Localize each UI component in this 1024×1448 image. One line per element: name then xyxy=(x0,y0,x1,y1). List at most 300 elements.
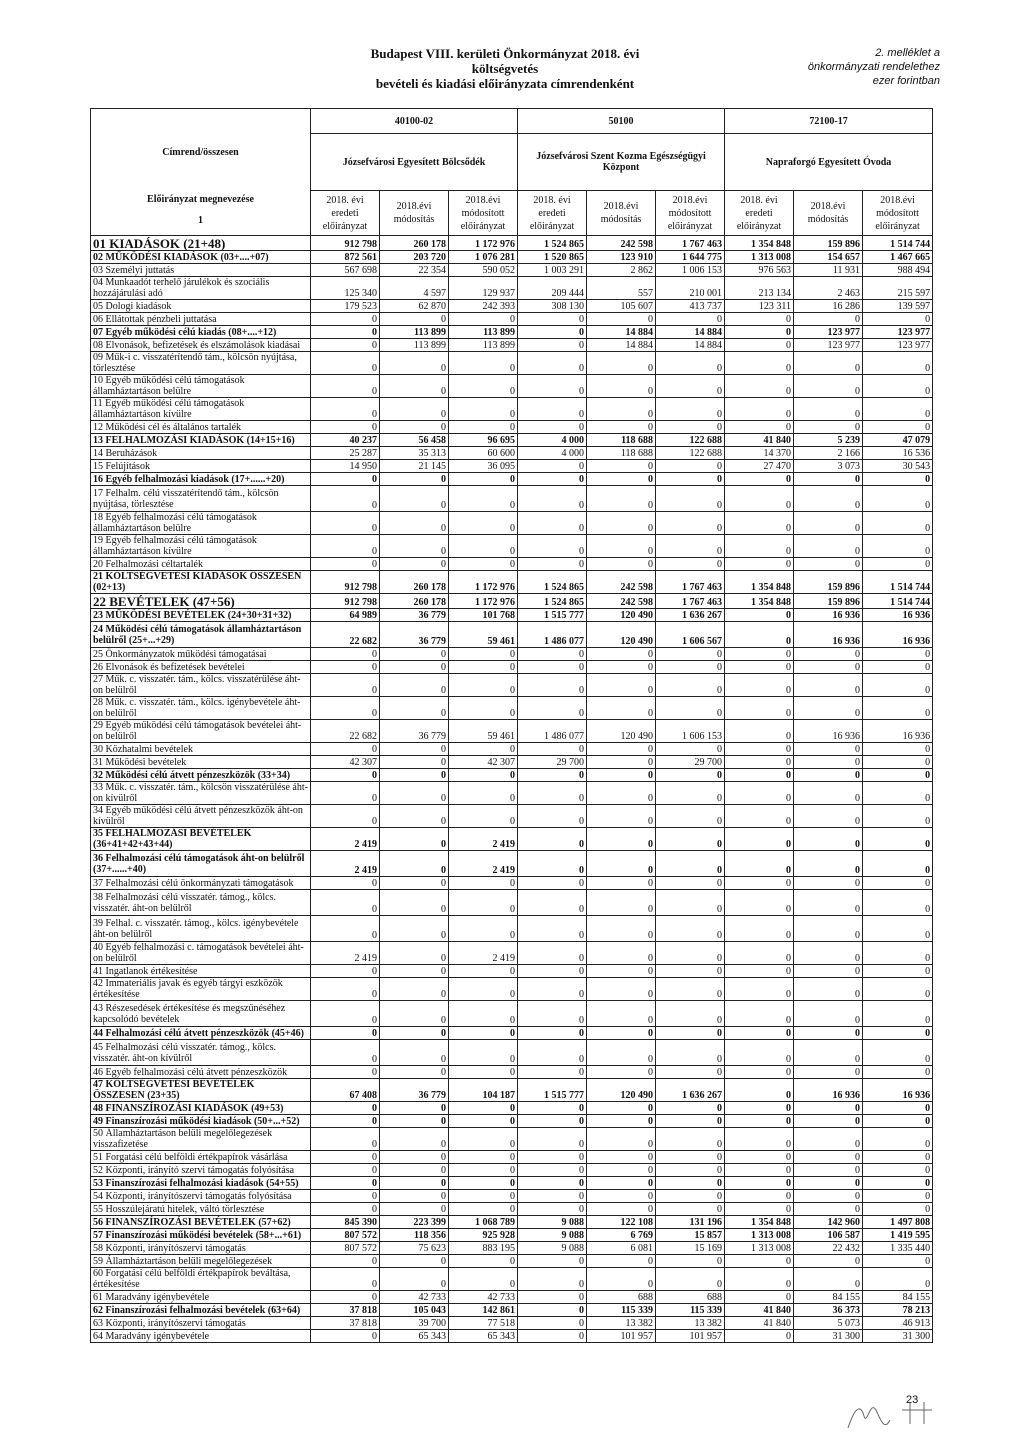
value-cell: 0 xyxy=(725,890,794,916)
value-cell: 0 xyxy=(587,978,656,1001)
row-label: 02 MŰKÖDÉSI KIADÁSOK (03+....+07) xyxy=(91,251,311,264)
value-cell: 47 079 xyxy=(863,434,933,447)
table-row xyxy=(91,326,933,339)
row-label: 60 Forgatási célú belföldi értékpapírok beváltása, értékesítése xyxy=(91,1268,311,1291)
value-cell: 0 xyxy=(587,1190,656,1203)
subheader-line: előirányzat xyxy=(460,220,506,232)
table-row xyxy=(91,277,933,300)
value-cell: 0 xyxy=(725,326,794,339)
value-cell: 36 095 xyxy=(449,460,518,473)
table-row xyxy=(91,756,933,769)
value-cell: 0 xyxy=(587,877,656,890)
row-label: 03 Személyi juttatás xyxy=(91,264,311,277)
table-row xyxy=(91,300,933,313)
value-cell: 0 xyxy=(587,1164,656,1177)
value-cell: 0 xyxy=(794,313,863,326)
value-cell: 0 xyxy=(794,1001,863,1027)
value-cell: 0 xyxy=(518,1102,587,1115)
value-cell: 29 700 xyxy=(656,756,725,769)
row-label: 13 FELHALMOZÁSI KIADÁSOK (14+15+16) xyxy=(91,434,311,447)
table-body xyxy=(91,236,933,1343)
row-label: 39 Felhal. c. visszatér. támog., kölcs. igénybevétele áht-on belülről xyxy=(91,916,311,942)
row-label: 55 Hosszúlejáratú hitelek, váltó törlesztése xyxy=(91,1203,311,1216)
value-cell: 0 xyxy=(863,697,933,720)
value-cell: 0 xyxy=(656,558,725,571)
table-row xyxy=(91,1128,933,1151)
value-cell: 0 xyxy=(587,674,656,697)
value-cell: 0 xyxy=(311,805,380,828)
value-cell: 0 xyxy=(380,769,449,782)
value-cell: 0 xyxy=(863,1102,933,1115)
value-cell: 0 xyxy=(656,1001,725,1027)
value-cell: 2 463 xyxy=(794,277,863,300)
value-cell: 0 xyxy=(725,1330,794,1343)
value-cell: 0 xyxy=(794,890,863,916)
column-subheader xyxy=(587,191,656,236)
row-label: 51 Forgatási célú belföldi értékpapírok vásárlása xyxy=(91,1151,311,1164)
value-cell: 2 166 xyxy=(794,447,863,460)
document-title xyxy=(340,46,670,91)
value-cell: 0 xyxy=(449,1128,518,1151)
value-cell: 0 xyxy=(449,1066,518,1079)
value-cell: 1 767 463 xyxy=(656,594,725,609)
value-cell: 0 xyxy=(863,352,933,375)
value-cell: 0 xyxy=(794,1066,863,1079)
table-row xyxy=(91,1115,933,1128)
value-cell: 0 xyxy=(587,1066,656,1079)
value-cell: 0 xyxy=(311,313,380,326)
value-cell: 0 xyxy=(863,978,933,1001)
value-cell: 0 xyxy=(449,661,518,674)
table-row xyxy=(91,1317,933,1330)
value-cell: 0 xyxy=(863,558,933,571)
row-label: 21 KÖLTSÉGVETÉSI KIADÁSOK ÖSSZESEN (02+13) xyxy=(91,571,311,594)
value-cell: 36 779 xyxy=(380,720,449,743)
value-cell: 0 xyxy=(725,1128,794,1151)
value-cell: 0 xyxy=(656,486,725,512)
value-cell: 0 xyxy=(725,743,794,756)
value-cell: 0 xyxy=(449,375,518,398)
value-cell: 0 xyxy=(794,512,863,535)
value-cell: 105 043 xyxy=(380,1304,449,1317)
value-cell: 120 490 xyxy=(587,622,656,648)
value-cell: 41 840 xyxy=(725,434,794,447)
value-cell: 0 xyxy=(725,1102,794,1115)
value-cell: 0 xyxy=(794,851,863,877)
value-cell: 0 xyxy=(656,674,725,697)
value-cell: 0 xyxy=(311,916,380,942)
value-cell: 41 840 xyxy=(725,1317,794,1330)
row-label: 57 Finanszírozási működési bevételek (58+...+61) xyxy=(91,1229,311,1242)
value-cell: 0 xyxy=(518,942,587,965)
value-cell: 0 xyxy=(518,512,587,535)
row-label: 20 Felhalmozási céltartalék xyxy=(91,558,311,571)
value-cell: 0 xyxy=(587,916,656,942)
value-cell: 84 155 xyxy=(863,1291,933,1304)
value-cell: 0 xyxy=(725,697,794,720)
value-cell: 0 xyxy=(311,512,380,535)
value-cell: 1 486 077 xyxy=(518,622,587,648)
value-cell: 0 xyxy=(725,512,794,535)
row-header-title: Címrend/összesen xyxy=(162,147,239,158)
value-cell: 0 xyxy=(794,877,863,890)
value-cell: 64 989 xyxy=(311,609,380,622)
value-cell: 0 xyxy=(380,743,449,756)
value-cell: 37 818 xyxy=(311,1317,380,1330)
row-label: 44 Felhalmozási célú átvett pénzeszközök (45+46) xyxy=(91,1027,311,1040)
row-label: 14 Beruházások xyxy=(91,447,311,460)
table-row xyxy=(91,609,933,622)
value-cell: 27 470 xyxy=(725,460,794,473)
value-cell: 5 073 xyxy=(794,1317,863,1330)
value-cell: 0 xyxy=(449,890,518,916)
value-cell: 115 339 xyxy=(656,1304,725,1317)
value-cell: 0 xyxy=(449,1115,518,1128)
value-cell: 0 xyxy=(656,1268,725,1291)
value-cell: 142 861 xyxy=(449,1304,518,1317)
value-cell: 1 514 744 xyxy=(863,571,933,594)
value-cell: 62 870 xyxy=(380,300,449,313)
value-cell: 0 xyxy=(518,890,587,916)
table-row xyxy=(91,661,933,674)
column-subheader xyxy=(518,191,587,236)
value-cell: 0 xyxy=(449,978,518,1001)
value-cell: 16 936 xyxy=(863,720,933,743)
row-label: 08 Elvonások, befizetések és elszámolások kiadásai xyxy=(91,339,311,352)
value-cell: 0 xyxy=(380,1268,449,1291)
value-cell: 0 xyxy=(863,743,933,756)
column-subheader xyxy=(794,191,863,236)
value-cell: 0 xyxy=(587,1151,656,1164)
value-cell: 1 606 153 xyxy=(656,720,725,743)
value-cell: 122 688 xyxy=(656,434,725,447)
value-cell: 0 xyxy=(725,1268,794,1291)
value-cell: 0 xyxy=(656,890,725,916)
row-label: 24 Működési célú támogatások államháztartáson belülről (25+...+29) xyxy=(91,622,311,648)
value-cell: 0 xyxy=(587,828,656,851)
value-cell: 0 xyxy=(794,942,863,965)
row-label: 52 Központi, irányító szervi támogatás folyósítása xyxy=(91,1164,311,1177)
table-row xyxy=(91,1164,933,1177)
row-label: 33 Műk. c. visszatér. tám., kölcsön visszatérülése áht-on kívülről xyxy=(91,782,311,805)
value-cell: 0 xyxy=(518,535,587,558)
value-cell: 0 xyxy=(656,851,725,877)
title-line-2: bevételi és kiadási előirányzata címrendenként xyxy=(375,76,635,91)
value-cell: 36 779 xyxy=(380,622,449,648)
value-cell: 0 xyxy=(311,1268,380,1291)
value-cell: 0 xyxy=(794,473,863,486)
value-cell: 0 xyxy=(518,313,587,326)
value-cell: 0 xyxy=(518,1115,587,1128)
table-row xyxy=(91,1203,933,1216)
value-cell: 16 936 xyxy=(794,720,863,743)
value-cell: 0 xyxy=(863,486,933,512)
table-row xyxy=(91,1190,933,1203)
value-cell: 122 688 xyxy=(656,447,725,460)
value-cell: 0 xyxy=(311,1001,380,1027)
value-cell: 0 xyxy=(518,486,587,512)
subheader-line: módosított xyxy=(668,207,712,219)
value-cell: 36 779 xyxy=(380,1079,449,1102)
value-cell: 0 xyxy=(725,916,794,942)
value-cell: 0 xyxy=(794,558,863,571)
value-cell: 413 737 xyxy=(656,300,725,313)
value-cell: 0 xyxy=(518,1291,587,1304)
value-cell: 0 xyxy=(311,890,380,916)
value-cell: 0 xyxy=(518,743,587,756)
value-cell: 210 001 xyxy=(656,277,725,300)
column-subheader xyxy=(449,191,518,236)
value-cell: 16 536 xyxy=(863,447,933,460)
value-cell: 0 xyxy=(794,769,863,782)
value-cell: 0 xyxy=(656,421,725,434)
value-cell: 223 399 xyxy=(380,1216,449,1229)
value-cell: 0 xyxy=(518,648,587,661)
value-cell: 0 xyxy=(725,313,794,326)
value-cell: 0 xyxy=(311,1190,380,1203)
value-cell: 0 xyxy=(380,512,449,535)
table-row xyxy=(91,251,933,264)
value-cell: 59 461 xyxy=(449,622,518,648)
subheader-line: előirányzat xyxy=(529,220,575,232)
value-cell: 0 xyxy=(380,375,449,398)
value-cell: 0 xyxy=(380,352,449,375)
value-cell: 0 xyxy=(863,1001,933,1027)
row-label: 48 FINANSZÍROZÁSI KIADÁSOK (49+53) xyxy=(91,1102,311,1115)
value-cell: 0 xyxy=(518,1190,587,1203)
value-cell: 0 xyxy=(449,1027,518,1040)
value-cell: 0 xyxy=(311,326,380,339)
value-cell: 6 769 xyxy=(587,1229,656,1242)
value-cell: 30 543 xyxy=(863,460,933,473)
value-cell: 0 xyxy=(587,1203,656,1216)
value-cell: 123 977 xyxy=(863,339,933,352)
value-cell: 35 313 xyxy=(380,447,449,460)
value-cell: 0 xyxy=(518,1268,587,1291)
value-cell: 0 xyxy=(863,1203,933,1216)
value-cell: 0 xyxy=(656,398,725,421)
value-cell: 1 497 808 xyxy=(863,1216,933,1229)
subheader-line: 2018.évi xyxy=(465,194,501,206)
row-label: 41 Ingatlanok értékesítése xyxy=(91,965,311,978)
value-cell: 13 382 xyxy=(656,1317,725,1330)
value-cell: 0 xyxy=(518,828,587,851)
value-cell: 0 xyxy=(380,558,449,571)
value-cell: 688 xyxy=(587,1291,656,1304)
annex-note-line-2: önkormányzati rendelethez xyxy=(807,61,940,73)
value-cell: 41 840 xyxy=(725,1304,794,1317)
row-label: 15 Felújítások xyxy=(91,460,311,473)
value-cell: 22 682 xyxy=(311,720,380,743)
value-cell: 29 700 xyxy=(518,756,587,769)
value-cell: 0 xyxy=(863,916,933,942)
value-cell: 0 xyxy=(311,421,380,434)
value-cell: 0 xyxy=(794,398,863,421)
value-cell: 65 343 xyxy=(449,1330,518,1343)
row-label: 04 Munkaadót terhelő járulékok és szociális hozzájárulási adó xyxy=(91,277,311,300)
value-cell: 0 xyxy=(518,326,587,339)
value-cell: 0 xyxy=(380,661,449,674)
handwritten-signature xyxy=(840,1380,950,1440)
value-cell: 0 xyxy=(449,398,518,421)
value-cell: 0 xyxy=(380,916,449,942)
subheader-line: előirányzat xyxy=(736,220,782,232)
row-label: 46 Egyéb felhalmozási célú átvett pénzeszközök xyxy=(91,1066,311,1079)
value-cell: 0 xyxy=(725,1203,794,1216)
value-cell: 0 xyxy=(656,352,725,375)
row-label: 16 Egyéb felhalmozási kiadások (17+......+20) xyxy=(91,473,311,486)
value-cell: 0 xyxy=(518,877,587,890)
value-cell: 1 313 008 xyxy=(725,1242,794,1255)
row-label: 50 Államháztartáson belüli megelőlegezések visszafizetése xyxy=(91,1128,311,1151)
value-cell: 0 xyxy=(449,648,518,661)
value-cell: 106 587 xyxy=(794,1229,863,1242)
value-cell: 75 623 xyxy=(380,1242,449,1255)
value-cell: 0 xyxy=(311,486,380,512)
table-row xyxy=(91,743,933,756)
value-cell: 0 xyxy=(587,473,656,486)
value-cell: 0 xyxy=(863,805,933,828)
value-cell: 0 xyxy=(449,558,518,571)
subheader-line: 2018. évi xyxy=(533,194,571,206)
value-cell: 0 xyxy=(449,352,518,375)
row-label: 40 Egyéb felhalmozási c. támogatások bevételei áht-on belülről xyxy=(91,942,311,965)
value-cell: 567 698 xyxy=(311,264,380,277)
value-cell: 0 xyxy=(725,877,794,890)
row-label: 30 Közhatalmi bevételek xyxy=(91,743,311,756)
value-cell: 0 xyxy=(449,697,518,720)
value-cell: 0 xyxy=(863,890,933,916)
value-cell: 883 195 xyxy=(449,1242,518,1255)
value-cell: 0 xyxy=(725,769,794,782)
value-cell: 2 419 xyxy=(449,851,518,877)
value-cell: 0 xyxy=(518,1203,587,1216)
value-cell: 123 977 xyxy=(794,339,863,352)
row-label: 42 Immateriális javak és egyéb tárgyi eszközök értékesítése xyxy=(91,978,311,1001)
value-cell: 0 xyxy=(311,398,380,421)
table-row xyxy=(91,942,933,965)
value-cell: 0 xyxy=(380,805,449,828)
value-cell: 15 169 xyxy=(656,1242,725,1255)
value-cell: 0 xyxy=(656,697,725,720)
value-cell: 113 899 xyxy=(380,326,449,339)
value-cell: 0 xyxy=(311,473,380,486)
value-cell: 120 490 xyxy=(587,1079,656,1102)
table-row xyxy=(91,978,933,1001)
value-cell: 0 xyxy=(656,828,725,851)
value-cell: 0 xyxy=(725,965,794,978)
value-cell: 0 xyxy=(380,674,449,697)
value-cell: 0 xyxy=(725,782,794,805)
value-cell: 1 606 567 xyxy=(656,622,725,648)
value-cell: 0 xyxy=(794,1115,863,1128)
value-cell: 590 052 xyxy=(449,264,518,277)
value-cell: 1 313 008 xyxy=(725,251,794,264)
value-cell: 1 354 848 xyxy=(725,236,794,251)
value-cell: 15 857 xyxy=(656,1229,725,1242)
value-cell: 0 xyxy=(311,782,380,805)
value-cell: 0 xyxy=(311,661,380,674)
row-header-cell xyxy=(91,109,311,236)
value-cell: 0 xyxy=(725,1164,794,1177)
table-row xyxy=(91,965,933,978)
value-cell: 242 598 xyxy=(587,594,656,609)
value-cell: 215 597 xyxy=(863,277,933,300)
value-cell: 308 130 xyxy=(518,300,587,313)
value-cell: 0 xyxy=(656,648,725,661)
value-cell: 0 xyxy=(518,1317,587,1330)
value-cell: 60 600 xyxy=(449,447,518,460)
value-cell: 22 432 xyxy=(794,1242,863,1255)
value-cell: 0 xyxy=(656,965,725,978)
table-row xyxy=(91,571,933,594)
value-cell: 0 xyxy=(311,1203,380,1216)
row-label: 62 Finanszírozási felhalmozási bevételek (63+64) xyxy=(91,1304,311,1317)
value-cell: 0 xyxy=(587,512,656,535)
value-cell: 0 xyxy=(587,965,656,978)
subheader-line: 2018.évi xyxy=(810,201,846,212)
value-cell: 260 178 xyxy=(380,594,449,609)
table-row xyxy=(91,674,933,697)
value-cell: 0 xyxy=(725,1177,794,1190)
value-cell: 0 xyxy=(656,805,725,828)
value-cell: 912 798 xyxy=(311,594,380,609)
value-cell: 42 733 xyxy=(449,1291,518,1304)
value-cell: 0 xyxy=(587,558,656,571)
value-cell: 0 xyxy=(380,978,449,1001)
value-cell: 0 xyxy=(311,1255,380,1268)
value-cell: 14 884 xyxy=(656,339,725,352)
subheader-line: előirányzat xyxy=(875,220,920,232)
value-cell: 40 237 xyxy=(311,434,380,447)
value-cell: 0 xyxy=(656,1190,725,1203)
value-cell: 0 xyxy=(656,1177,725,1190)
value-cell: 0 xyxy=(311,1040,380,1066)
value-cell: 123 977 xyxy=(863,326,933,339)
table-row xyxy=(91,648,933,661)
row-label: 34 Egyéb működési célú átvett pénzeszközök áht-on kívülről xyxy=(91,805,311,828)
row-label: 05 Dologi kiadások xyxy=(91,300,311,313)
value-cell: 0 xyxy=(794,828,863,851)
value-cell: 0 xyxy=(794,916,863,942)
value-cell: 0 xyxy=(794,1027,863,1040)
row-label: 18 Egyéb felhalmozási célú támogatások államháztartáson belülre xyxy=(91,512,311,535)
value-cell: 0 xyxy=(518,460,587,473)
value-cell: 0 xyxy=(518,674,587,697)
value-cell: 96 695 xyxy=(449,434,518,447)
value-cell: 0 xyxy=(518,1177,587,1190)
row-label: 01 KIADÁSOK (21+48) xyxy=(91,236,311,251)
value-cell: 1 354 848 xyxy=(725,571,794,594)
value-cell: 0 xyxy=(311,1115,380,1128)
value-cell: 0 xyxy=(380,851,449,877)
table-row xyxy=(91,877,933,890)
value-cell: 14 884 xyxy=(587,339,656,352)
column-subheader xyxy=(311,191,380,236)
table-row xyxy=(91,890,933,916)
value-cell: 0 xyxy=(725,1040,794,1066)
value-cell: 0 xyxy=(518,805,587,828)
value-cell: 0 xyxy=(311,1128,380,1151)
row-label: 64 Maradvány igénybevétele xyxy=(91,1330,311,1343)
value-cell: 118 688 xyxy=(587,447,656,460)
value-cell: 0 xyxy=(725,942,794,965)
value-cell: 1 354 848 xyxy=(725,594,794,609)
value-cell: 22 682 xyxy=(311,622,380,648)
subheader-line: 2018. évi xyxy=(326,194,364,206)
value-cell: 2 419 xyxy=(449,942,518,965)
value-cell: 2 419 xyxy=(311,851,380,877)
